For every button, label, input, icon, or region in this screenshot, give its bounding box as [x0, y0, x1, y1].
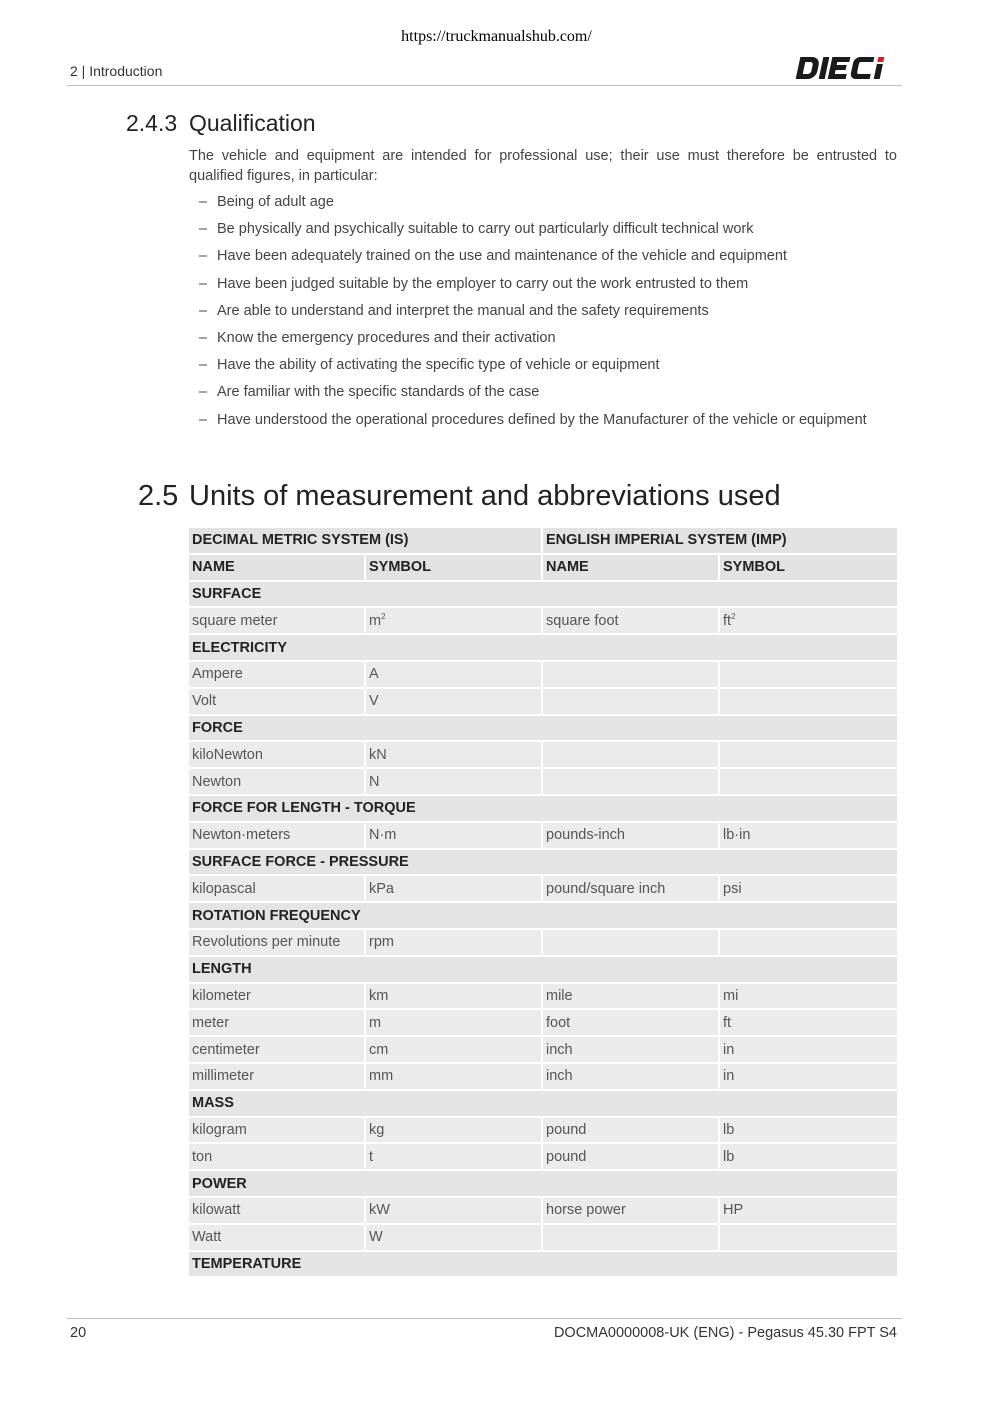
qualification-intro: The vehicle and equipment are intended for professional use; their use must therefore be entrusted to qualified figures, in particular:: [189, 148, 897, 184]
cell-text: lb: [723, 1121, 735, 1138]
qualification-item: – Have been adequately trained on the use and maintenance of the vehicle and equipment: [199, 246, 897, 266]
table-row: [189, 1144, 897, 1169]
category-label: SURFACE FORCE - PRESSURE: [189, 850, 897, 875]
imperial-name-cell: [543, 742, 720, 767]
document-code: DOCMA0000008-UK (ENG) - Pegasus 45.30 FPT S4: [553, 1325, 897, 1341]
imperial-symbol-cell: [720, 1064, 897, 1089]
table-row: [189, 1225, 897, 1250]
table-row: [189, 1064, 897, 1089]
cell-text: in: [723, 1041, 735, 1058]
cell-text: Newton: [192, 773, 242, 790]
qualification-item: – Have the ability of activating the specific type of vehicle or equipment: [199, 355, 897, 375]
exponent: 2: [381, 611, 386, 621]
category-label: TEMPERATURE: [189, 1252, 897, 1277]
category-label: FORCE FOR LENGTH - TORQUE: [189, 796, 897, 821]
qualification-item: – Are familiar with the specific standards of the case: [199, 382, 897, 402]
imperial-name-cell: [543, 930, 720, 955]
column-header-symbol: SYMBOL: [720, 555, 897, 580]
category-label: FORCE: [189, 716, 897, 741]
category-row: [189, 796, 897, 821]
imperial-symbol-cell: [720, 1010, 897, 1035]
cell-text: t: [369, 1148, 374, 1165]
category-row: [189, 1252, 897, 1277]
imperial-system-header: ENGLISH IMPERIAL SYSTEM (IMP): [543, 528, 897, 553]
section-number: 2.5: [138, 480, 179, 512]
table-row: [189, 1198, 897, 1223]
imperial-symbol-cell: [720, 608, 897, 633]
cell-text: foot: [546, 1014, 571, 1031]
metric-name-cell: [189, 662, 366, 687]
category-label: LENGTH: [189, 957, 897, 982]
metric-symbol-cell: [366, 769, 543, 794]
imperial-symbol-cell: [720, 1118, 897, 1143]
cell-text: square meter: [192, 612, 278, 629]
metric-symbol-cell: [366, 984, 543, 1009]
metric-name-cell: [189, 1010, 366, 1035]
metric-symbol-cell: [366, 1144, 543, 1169]
metric-name-cell: [189, 876, 366, 901]
cell-text: millimeter: [192, 1068, 255, 1085]
category-row: [189, 716, 897, 741]
cell-text: kilowatt: [192, 1202, 241, 1219]
cell-text: A: [369, 666, 379, 683]
cell-text: mile: [546, 987, 573, 1004]
section-title: Units of measurement and abbreviations used: [189, 480, 781, 512]
cell-text: m: [369, 1014, 382, 1031]
cell-text: kilometer: [192, 987, 251, 1004]
imperial-name-cell: [543, 1010, 720, 1035]
table-row: [189, 876, 897, 901]
section-title: Qualification: [189, 110, 316, 136]
category-label: SURFACE: [189, 582, 897, 607]
cell-text: HP: [723, 1202, 744, 1219]
imperial-symbol-cell: [720, 1037, 897, 1062]
cell-text: Ampere: [192, 666, 243, 683]
cell-text: kW: [369, 1202, 390, 1219]
metric-symbol-cell: [366, 930, 543, 955]
cell-text: Revolutions per minute: [192, 934, 341, 951]
imperial-name-cell: [543, 876, 720, 901]
qualification-item: – Are able to understand and interpret the manual and the safety requirements: [199, 301, 897, 321]
category-row: [189, 903, 897, 928]
metric-symbol-cell: [366, 1037, 543, 1062]
table-row: [189, 1037, 897, 1062]
table-row: [189, 1118, 897, 1143]
cell-text: mm: [369, 1068, 394, 1085]
qualification-list: [199, 192, 897, 437]
cell-text: pounds-inch: [546, 827, 625, 844]
cell-text: km: [369, 987, 389, 1004]
imperial-name-cell: [543, 1198, 720, 1223]
category-row: [189, 635, 897, 660]
cell-text: meter: [192, 1014, 230, 1031]
imperial-symbol-cell: [720, 1144, 897, 1169]
category-row: [189, 850, 897, 875]
metric-name-cell: [189, 930, 366, 955]
qualification-item: – Have been judged suitable by the employer to carry out the work entrusted to them: [199, 274, 897, 294]
cell-text: lb: [723, 1148, 735, 1165]
exponent: 2: [731, 611, 736, 621]
cell-text: kPa: [369, 880, 394, 897]
imperial-name-cell: [543, 984, 720, 1009]
units-table: [189, 526, 897, 1278]
cell-text: N·m: [369, 827, 397, 844]
metric-symbol-cell: [366, 1118, 543, 1143]
cell-text: cm: [369, 1041, 389, 1058]
source-url[interactable]: https://truckmanualshub.com/: [401, 28, 592, 45]
table-row: [189, 608, 897, 633]
metric-name-cell: [189, 1037, 366, 1062]
metric-symbol-cell: [366, 1198, 543, 1223]
cell-text: inch: [546, 1041, 573, 1058]
cell-text: kiloNewton: [192, 746, 263, 763]
cell-text: in: [723, 1068, 735, 1085]
category-row: [189, 582, 897, 607]
column-header-symbol: SYMBOL: [366, 555, 543, 580]
metric-name-cell: [189, 823, 366, 848]
section-heading-qualification: [126, 110, 316, 137]
cell-text: ft: [723, 1014, 732, 1031]
table-row: [189, 984, 897, 1009]
dieci-logo: [793, 54, 899, 82]
cell-text: kg: [369, 1121, 385, 1138]
metric-symbol-cell: [366, 742, 543, 767]
cell-text: psi: [723, 880, 742, 897]
imperial-name-cell: [543, 823, 720, 848]
dieci-logo-mark: [793, 54, 899, 82]
metric-name-cell: [189, 1118, 366, 1143]
cell-text: horse power: [546, 1202, 626, 1219]
metric-symbol-cell: [366, 662, 543, 687]
cell-text: ft: [723, 612, 732, 629]
category-label: ELECTRICITY: [189, 635, 897, 660]
metric-symbol-cell: [366, 689, 543, 714]
cell-text: mi: [723, 987, 739, 1004]
header-rule: [67, 85, 902, 86]
category-label: POWER: [189, 1171, 897, 1196]
imperial-name-cell: [543, 1144, 720, 1169]
cell-text: kilogram: [192, 1121, 247, 1138]
imperial-symbol-cell: [720, 769, 897, 794]
page-number: 20: [70, 1325, 87, 1341]
metric-system-header: DECIMAL METRIC SYSTEM (IS): [189, 528, 543, 553]
metric-symbol-cell: [366, 876, 543, 901]
table-row: [189, 1010, 897, 1035]
metric-symbol-cell: [366, 608, 543, 633]
qualification-item: – Be physically and psychically suitable to carry out particularly difficult technical work: [199, 219, 897, 239]
table-row: [189, 769, 897, 794]
cell-text: kN: [369, 746, 387, 763]
imperial-symbol-cell: [720, 662, 897, 687]
metric-symbol-cell: [366, 823, 543, 848]
category-label: MASS: [189, 1091, 897, 1116]
category-row: [189, 1091, 897, 1116]
cell-text: square foot: [546, 612, 619, 629]
imperial-name-cell: [543, 1118, 720, 1143]
metric-name-cell: [189, 1198, 366, 1223]
section-heading-units: [138, 480, 781, 513]
qualification-item: – Have understood the operational procedures defined by the Manufacturer of the vehicle or equipment: [199, 410, 897, 430]
imperial-name-cell: [543, 1225, 720, 1250]
table-row: [189, 689, 897, 714]
cell-text: centimeter: [192, 1041, 260, 1058]
cell-text: Newton·meters: [192, 827, 291, 844]
column-header-name: NAME: [189, 555, 366, 580]
imperial-name-cell: [543, 1037, 720, 1062]
table-row: [189, 662, 897, 687]
imperial-symbol-cell: [720, 930, 897, 955]
table-row: [189, 742, 897, 767]
cell-text: pound/square inch: [546, 880, 666, 897]
cell-text: m: [369, 612, 382, 629]
category-row: [189, 1171, 897, 1196]
imperial-name-cell: [543, 689, 720, 714]
imperial-name-cell: [543, 662, 720, 687]
metric-name-cell: [189, 984, 366, 1009]
column-header-row: [189, 555, 897, 580]
imperial-name-cell: [543, 608, 720, 633]
metric-symbol-cell: [366, 1225, 543, 1250]
table-row: [189, 930, 897, 955]
cell-text: lb·in: [723, 827, 751, 844]
imperial-symbol-cell: [720, 742, 897, 767]
imperial-symbol-cell: [720, 984, 897, 1009]
system-header-row: [189, 528, 897, 553]
imperial-symbol-cell: [720, 876, 897, 901]
category-label: ROTATION FREQUENCY: [189, 903, 897, 928]
metric-name-cell: [189, 608, 366, 633]
table-row: [189, 823, 897, 848]
cell-text: N: [369, 773, 380, 790]
cell-text: kilopascal: [192, 880, 256, 897]
metric-symbol-cell: [366, 1010, 543, 1035]
section-number: 2.4.3: [126, 110, 178, 136]
qualification-item: – Know the emergency procedures and their activation: [199, 328, 897, 348]
imperial-name-cell: [543, 769, 720, 794]
cell-text: ton: [192, 1148, 213, 1165]
imperial-symbol-cell: [720, 689, 897, 714]
cell-text: Volt: [192, 693, 217, 710]
footer-rule: [67, 1318, 902, 1319]
cell-text: rpm: [369, 934, 394, 951]
metric-symbol-cell: [366, 1064, 543, 1089]
cell-text: pound: [546, 1121, 587, 1138]
imperial-symbol-cell: [720, 1225, 897, 1250]
metric-name-cell: [189, 742, 366, 767]
cell-text: V: [369, 693, 379, 710]
qualification-item: – Being of adult age: [199, 192, 897, 212]
imperial-symbol-cell: [720, 823, 897, 848]
cell-text: W: [369, 1229, 383, 1246]
column-header-name: NAME: [543, 555, 720, 580]
running-header-section: 2 | Introduction: [70, 63, 163, 79]
metric-name-cell: [189, 1144, 366, 1169]
imperial-name-cell: [543, 1064, 720, 1089]
cell-text: pound: [546, 1148, 587, 1165]
metric-name-cell: [189, 689, 366, 714]
metric-name-cell: [189, 769, 366, 794]
metric-name-cell: [189, 1064, 366, 1089]
metric-name-cell: [189, 1225, 366, 1250]
cell-text: inch: [546, 1068, 573, 1085]
cell-text: Watt: [192, 1229, 222, 1246]
imperial-symbol-cell: [720, 1198, 897, 1223]
category-row: [189, 957, 897, 982]
